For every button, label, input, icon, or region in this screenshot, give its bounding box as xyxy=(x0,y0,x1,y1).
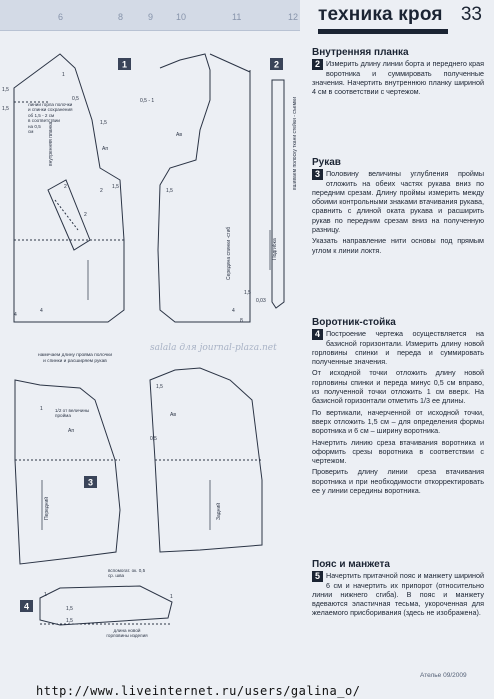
pattern-drawings xyxy=(0,40,308,690)
p2-side-text: вшиваем полоску ткани стейки - съемки xyxy=(292,96,298,190)
ruler-mark: 6 xyxy=(58,12,64,22)
p1-label: 2 xyxy=(64,184,67,190)
front-sleeve-label: Передний xyxy=(44,496,50,520)
section-badge: 3 xyxy=(312,169,323,180)
page-number: 33 xyxy=(460,4,482,25)
p1-label: 0,5 xyxy=(72,96,79,102)
ruler-mark: 11 xyxy=(232,12,242,22)
p4-label: 1 xyxy=(44,592,47,598)
p1-label: 8 xyxy=(240,318,243,324)
section-title: Внутренняя планка xyxy=(312,47,409,58)
p1-label: 1,5 xyxy=(2,87,9,93)
ruler-mark: 10 xyxy=(176,12,187,22)
ruler-mark: 9 xyxy=(148,12,154,22)
section-title: Воротник-стойка xyxy=(312,317,396,328)
ruler-mark: 12 xyxy=(288,12,299,22)
section-paragraph: Начертить линию среза втачивания воротника и оформить срезы воротника в соответствии с чертежом. xyxy=(312,437,484,466)
section-paragraph: От исходной точки отложить длину новой горловины спинки и переда минус 0,5 см вправо, из полученной точки отложить 1 см вверх. На базисной горизонтали отметить 1/3 ее длины. xyxy=(312,368,484,406)
section-paragraph xyxy=(312,169,484,234)
page-title: техника кроя xyxy=(318,4,443,25)
section-belt-cuff xyxy=(312,560,484,620)
section-paragraph xyxy=(312,329,484,366)
p1-label: 4 xyxy=(40,308,43,314)
p3-label: 1 xyxy=(40,406,43,412)
pattern-svg xyxy=(0,40,308,690)
front-inner-plank-label: внутренняя планка xyxy=(48,121,54,166)
p1-label: 1 xyxy=(62,72,65,78)
page-header xyxy=(300,0,494,32)
p1-label: 2 xyxy=(84,212,87,218)
shelf-note: линии горла полочки и спинки сохранения об 1,5 - 2 см в соответствии на 0,5 см xyxy=(28,102,73,135)
sleeve-mid-note: 1/2 от величины пройма xyxy=(55,408,90,419)
section-badge: 2 xyxy=(312,59,323,70)
p3-label: 1,5 xyxy=(156,384,163,390)
section-collar xyxy=(312,318,484,497)
paragraph-text: Половину величины углубления проймы отложить на обеих частях рукава вниз по передним срезам. Длину проймы измерить между обоими контрольными знаками втачивания рукава, сравнить с длиной оката рукава и расширить рукав по передним срезам вниз на полученную разницу. xyxy=(312,169,484,235)
badge-2-text: 2 xyxy=(273,59,280,70)
ruler-mark: 8 xyxy=(118,12,124,22)
section-paragraph xyxy=(312,59,484,96)
watermark-text: salala для journal-plaza.net xyxy=(150,343,277,353)
section-paragraph: Проверить длину линии среза втачивания воротника и при необходимости откорректировать ее у линии середины воротника. xyxy=(312,467,484,496)
collar-top-note-box xyxy=(108,568,178,584)
p2-fold: Подгибка xyxy=(272,238,278,260)
shelf-note-box xyxy=(28,102,88,144)
title-underline xyxy=(318,29,448,34)
collar-bottom-note-box xyxy=(92,628,162,644)
collar-bottom-note: длина новой горловины изделия xyxy=(106,628,148,639)
footer-issue: Ателье 09/2009 xyxy=(420,672,467,679)
p1-label: 4 xyxy=(232,308,235,314)
back-sleeve xyxy=(150,368,262,552)
p3-label: 0,5 xyxy=(150,436,157,442)
section-sleeve xyxy=(312,158,484,257)
section-badge: 4 xyxy=(312,329,323,340)
p1-label: 1,5 xyxy=(100,120,107,126)
p4-label: 1,5 xyxy=(66,606,73,612)
p1-label: 1,5 xyxy=(166,188,173,194)
section-title: Пояс и манжета xyxy=(312,559,390,570)
p1-label: Ав xyxy=(176,132,182,138)
p2-label: 0,03 xyxy=(256,298,266,304)
badge-3-text: 3 xyxy=(87,477,94,488)
p1-label: 1,5 xyxy=(112,184,119,190)
paragraph-text: Начертить притачной пояс и манжету шириной 6 см и начертить их припорот (относительно линии нижнего сгиба). В пояс и манжету вдеваются эластичная тесьма, укороченная для желаемого присборивания (здесь не изображена). xyxy=(312,571,484,618)
paragraph-text: Измерить длину линии борта и переднего края воротника и суммировать полученные значения. Начертить внутреннюю планку шириной 4 см в соответствии с чертежом. xyxy=(312,59,484,97)
section-badge: 5 xyxy=(312,571,323,582)
sleeve-top-note: намечаем длину пройма полочки и спинки и расширяем рукав xyxy=(37,353,112,364)
p4-label: 1,5 xyxy=(66,618,73,624)
section-paragraph xyxy=(312,571,484,617)
p1-label: 4 xyxy=(14,312,17,318)
sleeve-top-note-box xyxy=(20,353,130,373)
collar-top-note: вспомогат. ок. 0,5 ср. шва xyxy=(108,568,146,579)
p1-label: 1,5 xyxy=(2,106,9,112)
section-title: Рукав xyxy=(312,157,341,168)
sleeve-mid-note-box xyxy=(55,408,105,424)
p1-label: 1,5 xyxy=(244,290,251,296)
p3-label: Ав xyxy=(170,412,176,418)
section-inner-plank xyxy=(312,48,484,98)
source-url[interactable]: http://www.liveinternet.ru/users/galina_o/ xyxy=(36,684,361,698)
badge-1-text: 1 xyxy=(121,59,128,70)
section-paragraph: По вертикали, начерченной от исходной точки, вверх отложить 1,5 см – для определения формы воротника и 6 см – ширину воротника. xyxy=(312,407,484,436)
top-ruler xyxy=(0,0,305,31)
p4-label: 1 xyxy=(170,594,173,600)
p1-label: 0,5 - 1 xyxy=(140,98,155,104)
p1-label: Ап xyxy=(102,146,109,152)
inner-plank xyxy=(272,80,284,308)
p3-label: Ап xyxy=(68,428,75,434)
section-paragraph: Указать направление нити основы под прямым углом к линии локтя. xyxy=(312,236,484,255)
back-sleeve-label: Задний xyxy=(216,502,222,520)
badge-4-text: 4 xyxy=(23,601,30,612)
paragraph-text: Построение чертежа осуществляется на базисной горизонтали. Измерить длину новой горловины спинки и переда и суммировать полученные значения. xyxy=(312,329,484,367)
p1-label: 2 xyxy=(100,188,103,194)
collar-piece xyxy=(40,586,172,625)
back-fold-label: Середина спинки -сгиб xyxy=(226,226,232,280)
